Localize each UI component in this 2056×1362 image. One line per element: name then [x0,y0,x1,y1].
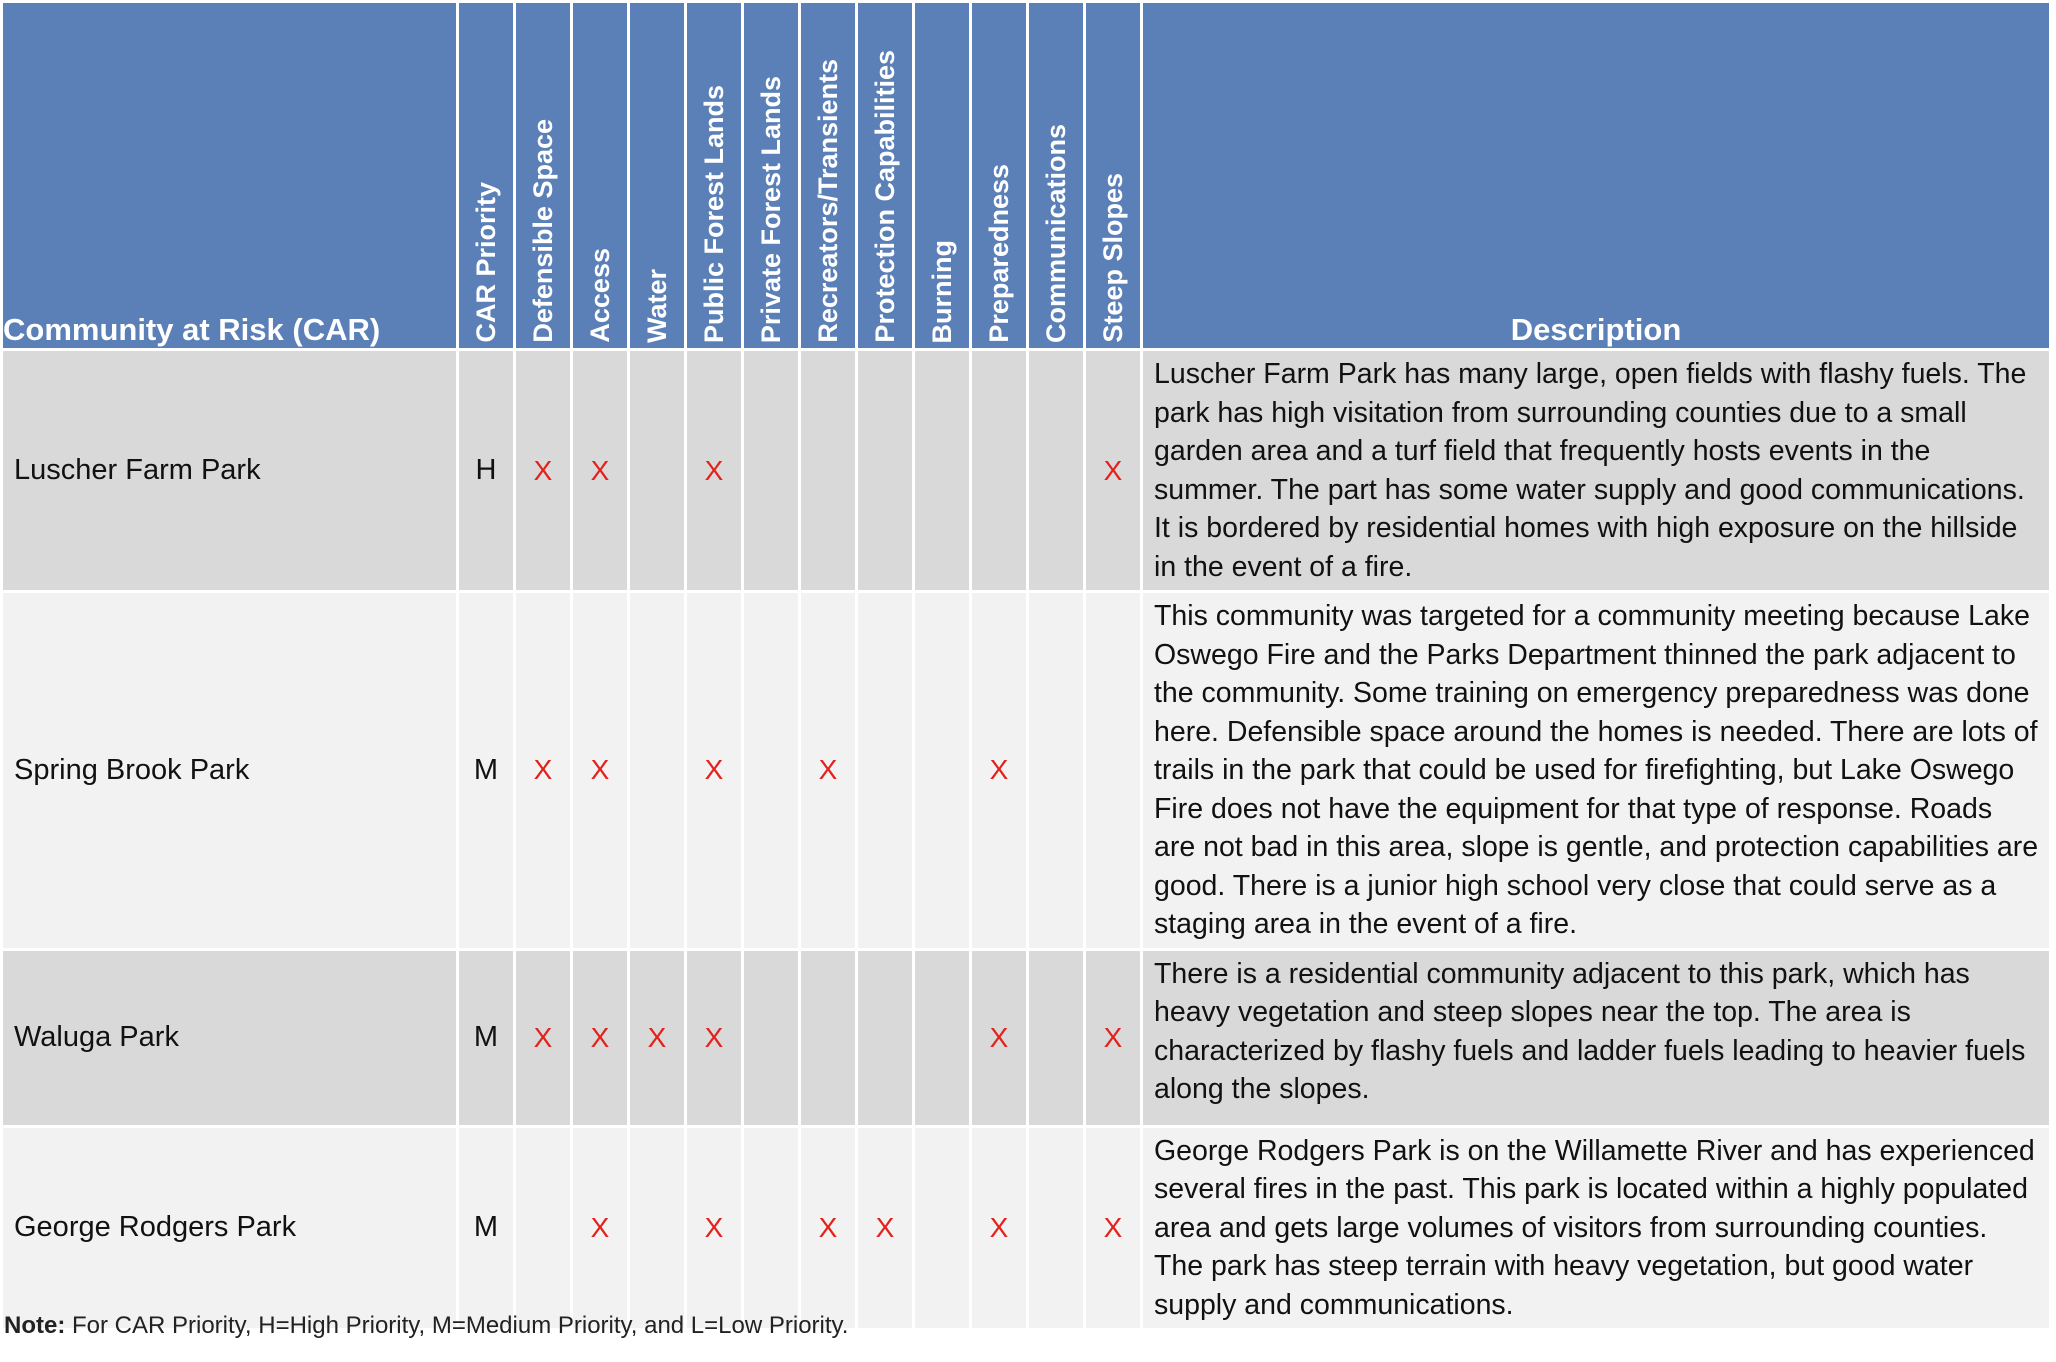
row-name: Luscher Farm Park [3,351,456,590]
header-water: Water [630,3,684,348]
note-label: Note: [4,1312,66,1339]
flag-communications [1029,351,1083,590]
flag-burning [915,1128,969,1329]
header-steep-slopes: Steep Slopes [1086,3,1140,348]
flag-protection-capabilities [858,351,912,590]
flag-steep-slopes: X [1086,1128,1140,1329]
header-private-forest-lands: Private Forest Lands [744,3,798,348]
flag-water [630,1128,684,1329]
flag-defensible-space [516,1128,570,1329]
flag-steep-slopes: X [1086,951,1140,1125]
header-car-priority: CAR Priority [459,3,513,348]
row-description: Luscher Farm Park has many large, open fields with flashy fuels. The park has high visitation from surrounding counties due to a small garden area and a turf field that frequently hosts events in the summer. The part has some water supply and good communications. It is bordered by residential homes with high exposure on the hillside in the event of a fire. [1143,351,2049,590]
flag-water: X [630,951,684,1125]
header-communications: Communications [1029,3,1083,348]
header-row [3,3,2049,348]
row-description: George Rodgers Park is on the Willamette River and has experienced several fires in the past. This park is located within a highly populated area and gets large volumes of visitors from surrounding counties. The park has steep terrain with heavy vegetation, but good water supply and communications. [1143,1128,2049,1329]
flag-access: X [573,593,627,948]
flag-burning [915,351,969,590]
flag-private-forest-lands [744,351,798,590]
flag-private-forest-lands [744,593,798,948]
flag-water [630,593,684,948]
table-row [3,1128,2049,1329]
flag-public-forest-lands: X [687,1128,741,1329]
header-car: Community at Risk (CAR) [3,3,456,348]
table-note [4,1312,848,1340]
row-description: This community was targeted for a community meeting because Lake Oswego Fire and the Parks Department thinned the park adjacent to the community. Some training on emergency preparedness was done here. Defensible space around the homes is needed. There are lots of trails in the park that could be used for firefighting, but Lake Oswego Fire does not have the equipment for that type of response. Roads are not bad in this area, slope is gentle, and protection capabilities are good. There is a junior high school very close that could serve as a staging area in the event of a fire. [1143,593,2049,948]
table-row [3,351,2049,590]
flag-access: X [573,951,627,1125]
header-defensible-space: Defensible Space [516,3,570,348]
row-name: Spring Brook Park [3,593,456,948]
flag-defensible-space: X [516,593,570,948]
flag-public-forest-lands: X [687,351,741,590]
row-name: George Rodgers Park [3,1128,456,1329]
flag-steep-slopes: X [1086,351,1140,590]
note-text: For CAR Priority, H=High Priority, M=Medium Priority, and L=Low Priority. [65,1312,849,1339]
table-row [3,593,2049,948]
flag-defensible-space: X [516,351,570,590]
flag-preparedness [972,351,1026,590]
flag-public-forest-lands: X [687,951,741,1125]
flag-communications [1029,593,1083,948]
flag-preparedness: X [972,1128,1026,1329]
header-description: Description [1143,3,2049,348]
row-description: There is a residential community adjacent to this park, which has heavy vegetation and steep slopes near the top. The area is characterized by flashy fuels and ladder fuels leading to heavier fuels along the slopes. [1143,951,2049,1125]
header-public-forest-lands: Public Forest Lands [687,3,741,348]
flag-communications [1029,1128,1083,1329]
row-priority: M [459,1128,513,1329]
flag-access: X [573,351,627,590]
flag-communications [1029,951,1083,1125]
flag-recreators-transients: X [801,1128,855,1329]
header-protection-capabilities: Protection Capabilities [858,3,912,348]
flag-steep-slopes [1086,593,1140,948]
table-row [3,951,2049,1125]
row-priority: H [459,351,513,590]
row-priority: M [459,593,513,948]
flag-recreators-transients: X [801,593,855,948]
flag-defensible-space: X [516,951,570,1125]
flag-burning [915,951,969,1125]
flag-public-forest-lands: X [687,593,741,948]
flag-protection-capabilities [858,593,912,948]
row-priority: M [459,951,513,1125]
flag-private-forest-lands [744,951,798,1125]
flag-preparedness: X [972,593,1026,948]
header-access: Access [573,3,627,348]
flag-recreators-transients [801,351,855,590]
flag-private-forest-lands [744,1128,798,1329]
header-recreators-transients: Recreators/Transients [801,3,855,348]
row-name: Waluga Park [3,951,456,1125]
flag-preparedness: X [972,951,1026,1125]
header-burning: Burning [915,3,969,348]
flag-burning [915,593,969,948]
flag-access: X [573,1128,627,1329]
flag-protection-capabilities: X [858,1128,912,1329]
flag-protection-capabilities [858,951,912,1125]
header-preparedness: Preparedness [972,3,1026,348]
flag-recreators-transients [801,951,855,1125]
flag-water [630,351,684,590]
